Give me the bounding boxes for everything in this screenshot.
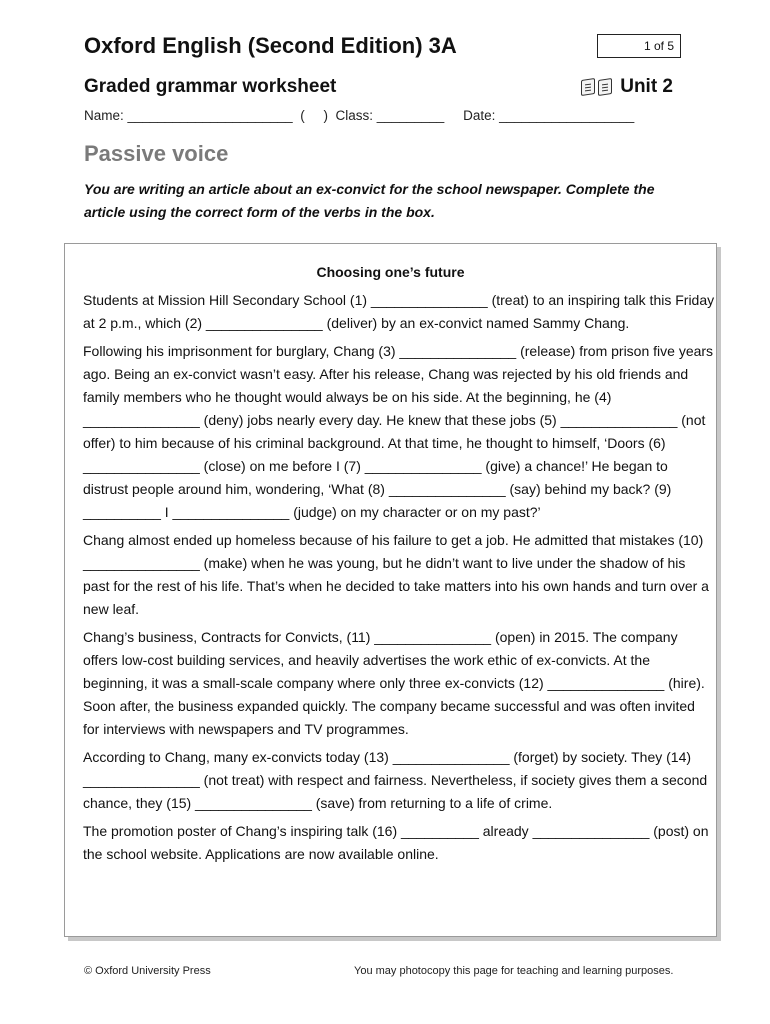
page-indicator: 1 of 5	[597, 34, 681, 58]
date-field[interactable]: Date: __________________	[463, 108, 635, 123]
unit-icons	[581, 79, 612, 95]
worksheet-title: Oxford English (Second Edition) 3A	[84, 33, 457, 58]
article-box	[64, 243, 717, 937]
book-icon	[598, 78, 612, 96]
section-title: Passive voice	[84, 141, 229, 166]
class-field[interactable]: Class: _________	[335, 108, 445, 123]
article-paragraph: Chang almost ended up homeless because of his failure to get a job. He admitted that mistakes (10) _______________ (make) when he was young, but he didn’t want to live under the shadow of his past for the rest of his life. That’s when he decided to take matters into his own hands and turn over a new leaf.	[83, 532, 709, 617]
article-paragraph: Following his imprisonment for burglary, Chang (3) _______________ (release) from prison five years ago. Being an ex-convict wasn’t easy. After his release, Chang was rejected by his old friends and family members who he thought would always be on his side. At the beginning, he (4) _______________ (deny) jobs nearly every day. He knew that these jobs (5) _______________ (not offer) to him because of his criminal background. At that time, he thought to himself, ‘Doors (6) _______________ (close) on me before I (7) _______________ (give) a chance!’ He began to distrust people around him, wondering, ‘What (8) _______________ (say) behind my back? (9) __________ I _______________ (judge) on my character or on my past?’	[83, 343, 714, 520]
name-field[interactable]: Name: ______________________	[84, 108, 293, 123]
footer-copyright: © Oxford University Press	[84, 965, 211, 977]
book-icon	[581, 78, 595, 96]
article-body	[83, 289, 715, 871]
article-paragraph: Students at Mission Hill Secondary School (1) _______________ (treat) to an inspiring talk this Friday at 2 p.m., which (2) _______________ (deliver) by an ex-convict named Sammy Chang.	[83, 292, 715, 331]
article-title: Choosing one’s future	[316, 264, 465, 280]
unit-label: Unit 2	[620, 76, 673, 97]
instructions: You are writing an article about an ex-convict for the school newspaper. Complete the article using the correct form of the verbs in the box.	[84, 181, 655, 220]
article-paragraph: According to Chang, many ex-convicts today (13) _______________ (forget) by society. They (14) _______________ (not treat) with respect and fairness. Nevertheless, if society gives them a second chance, they (15) _______________ (save) from returning to a life of crime.	[83, 749, 708, 811]
unit-label-group	[581, 76, 673, 98]
footer-note: You may photocopy this page for teaching and learning purposes.	[354, 965, 674, 977]
class-number-field[interactable]: ( )	[300, 108, 328, 123]
article-paragraph: The promotion poster of Chang’s inspiring talk (16) __________ already _______________ (post) on the school website. Applications are now available online.	[83, 823, 709, 862]
worksheet-subtitle: Graded grammar worksheet	[84, 76, 337, 97]
article-paragraph: Chang’s business, Contracts for Convicts, (11) _______________ (open) in 2015. The company offers low-cost building services, and heavily advertises the work ethic of ex-convicts. At the beginning, it was a small-scale company where only three ex-convicts (12) _______________ (hire). Soon after, the business expanded quickly. The company became successful and was often invited for interviews with newspapers and TV programmes.	[83, 629, 705, 737]
student-info-line	[84, 108, 634, 123]
